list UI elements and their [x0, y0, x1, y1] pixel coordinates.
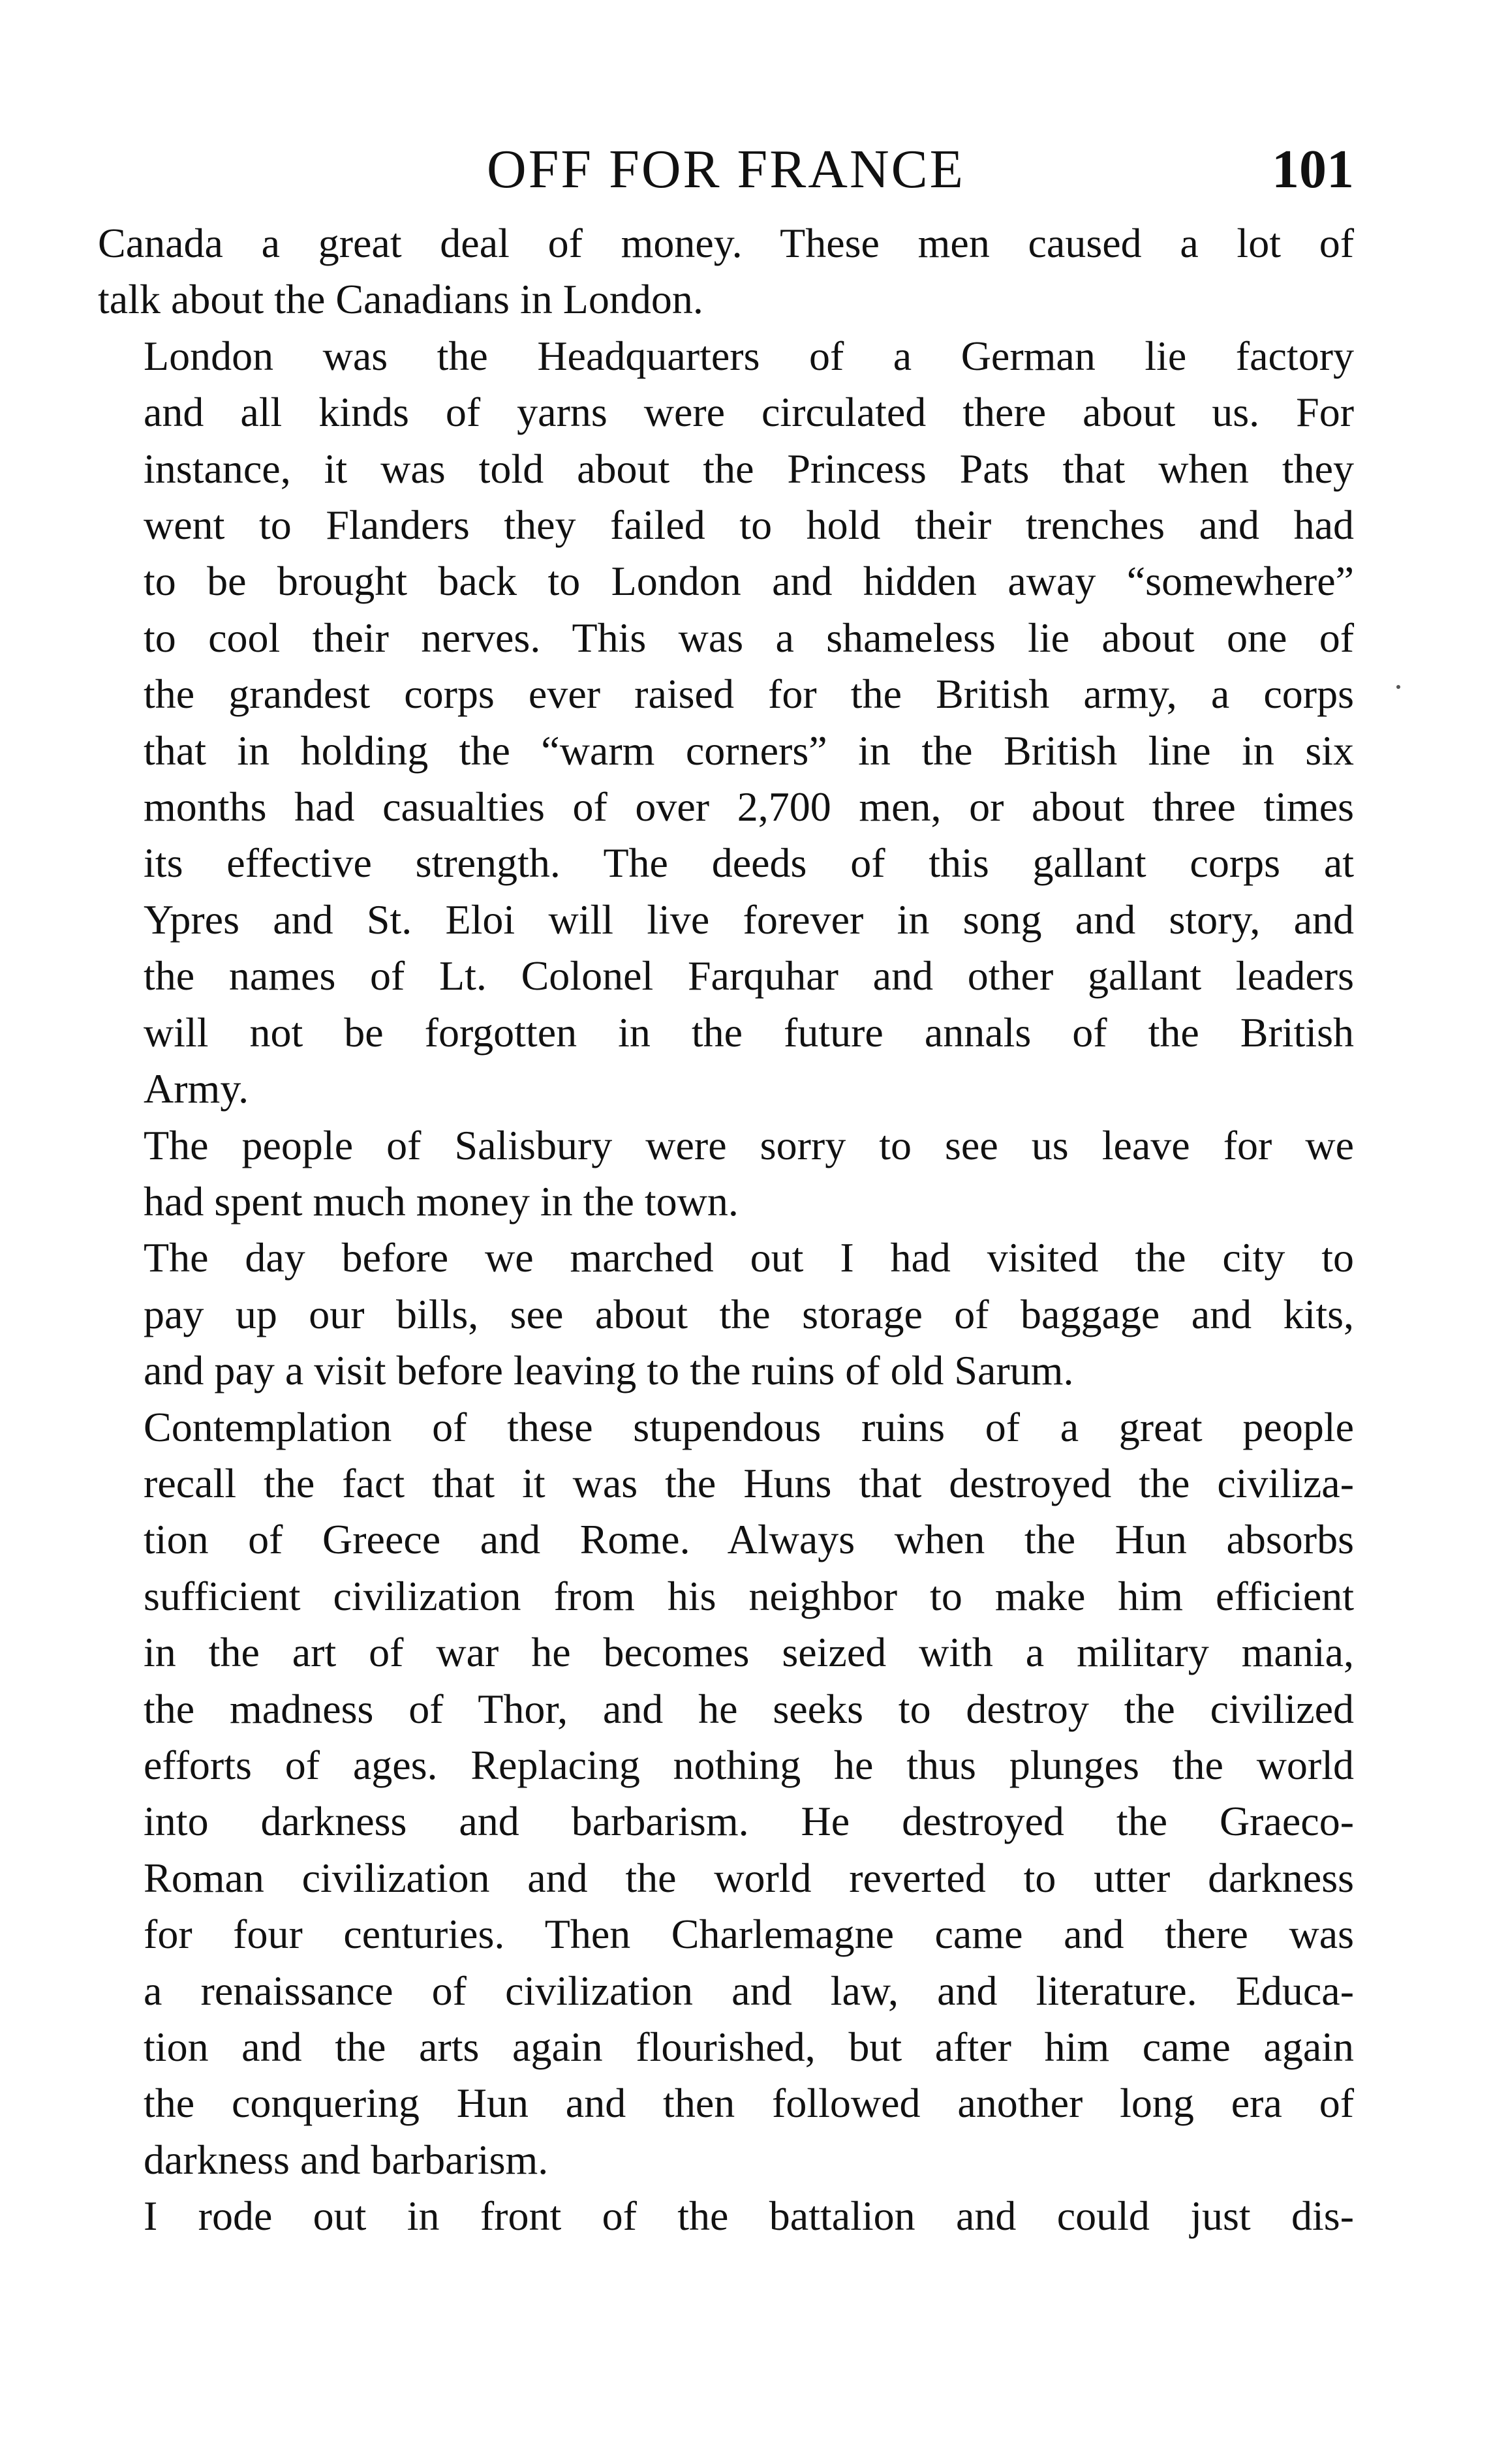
text-line: I rode out in front of the battalion and could just dis- [144, 2193, 1354, 2240]
text-line: will not be forgotten in the future annals of the British [144, 1009, 1354, 1056]
text-line: Roman civilization and the world reverted to utter darkness [144, 1854, 1354, 1901]
text-line: efforts of ages. Replacing nothing he thus plunges the world [144, 1741, 1354, 1788]
text-line: went to Flanders they failed to hold their trenches and had [144, 502, 1354, 549]
text-line: the conquering Hun and then followed another long era of [144, 2080, 1354, 2127]
text-line: that in holding the “warm corners” in the British line in six [144, 727, 1354, 774]
text-line: for four centuries. Then Charlemagne came and there was [144, 1911, 1354, 1958]
paragraph [98, 1230, 1354, 1399]
paragraph [98, 1399, 1354, 2189]
text-line: the grandest corps ever raised for the British army, a corps [144, 671, 1354, 718]
text-line: tion of Greece and Rome. Always when the Hun absorbs [144, 1516, 1354, 1563]
text-line: Canada a great deal of money. These men caused a lot of [98, 220, 1354, 266]
text-line: months had casualties of over 2,700 men, or about three times [144, 783, 1354, 830]
body-text [98, 215, 1354, 2245]
text-line: pay up our bills, see about the storage of baggage and kits, [144, 1290, 1354, 1337]
text-line: the names of Lt. Colonel Farquhar and other gallant leaders [144, 952, 1354, 999]
running-header [98, 130, 1354, 209]
text-line: Army. [144, 1065, 249, 1112]
page-number: 101 [1272, 139, 1354, 200]
text-line: into darkness and barbarism. He destroyed the Graeco- [144, 1798, 1354, 1845]
text-line: darkness and barbarism. [144, 2136, 549, 2183]
text-line: London was the Headquarters of a German lie factory [144, 332, 1354, 379]
text-line: and all kinds of yarns were circulated there about us. For [144, 389, 1354, 436]
text-line: had spent much money in the town. [144, 1178, 739, 1224]
paragraph [98, 215, 1354, 328]
text-line: a renaissance of civilization and law, and literature. Educa- [144, 1967, 1354, 2014]
scan-speck [1396, 685, 1400, 689]
text-line: to be brought back to London and hidden away “somewhere” [144, 558, 1354, 605]
text-line: instance, it was told about the Princess Pats that when they [144, 445, 1354, 492]
text-line: to cool their nerves. This was a shameless lie about one of [144, 614, 1354, 661]
book-page [98, 130, 1354, 2245]
text-line: recall the fact that it was the Huns that destroyed the civiliza- [144, 1459, 1354, 1506]
text-line: its effective strength. The deeds of this gallant corps at [144, 840, 1354, 887]
text-line: the madness of Thor, and he seeks to destroy the civilized [144, 1685, 1354, 1732]
text-line: talk about the Canadians in London. [98, 276, 703, 323]
paragraph [98, 2188, 1354, 2244]
text-line: Contemplation of these stupendous ruins of a great people [144, 1403, 1354, 1450]
text-line: The day before we marched out I had visited the city to [144, 1234, 1354, 1281]
paragraph [98, 1118, 1354, 1230]
paragraph [98, 328, 1354, 1118]
text-line: in the art of war he becomes seized with a military mania, [144, 1629, 1354, 1676]
text-line: The people of Salisbury were sorry to see us leave for we [144, 1121, 1354, 1168]
chapter-title: OFF FOR FRANCE [487, 139, 965, 200]
text-line: Ypres and St. Eloi will live forever in song and story, and [144, 896, 1354, 943]
text-line: and pay a visit before leaving to the ruins of old Sarum. [144, 1347, 1074, 1394]
text-line: sufficient civilization from his neighbor to make him efficient [144, 1572, 1354, 1619]
text-line: tion and the arts again flourished, but after him came again [144, 2024, 1354, 2070]
